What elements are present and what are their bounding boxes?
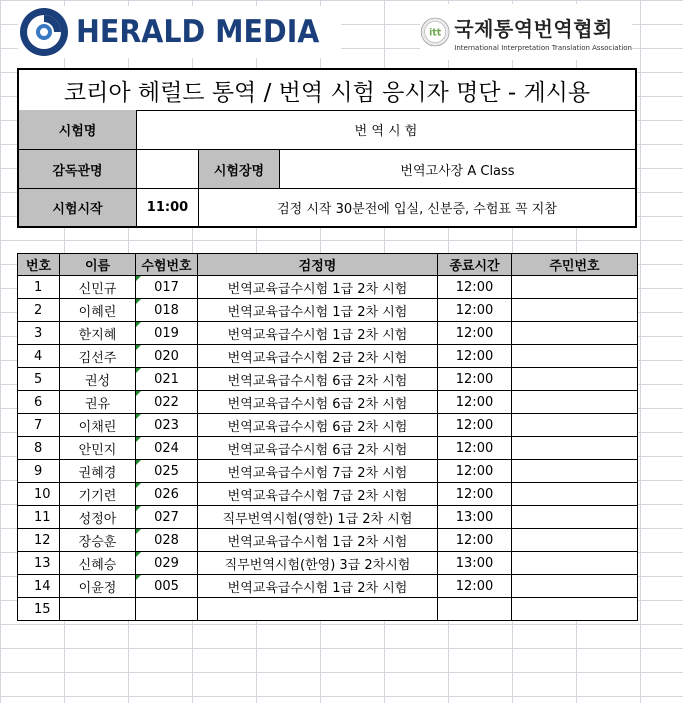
resident-id-cell[interactable] — [512, 391, 638, 414]
exam-title-cell[interactable]: 번역교육급수시험 7급 2차 시험 — [198, 483, 438, 506]
venue-value[interactable]: 번역고사장 A Class — [400, 163, 515, 179]
candidate-name-cell[interactable]: 안민지 — [60, 437, 136, 460]
table-row — [18, 414, 638, 437]
candidate-name-cell[interactable]: 김선주 — [60, 345, 136, 368]
row-number-cell[interactable]: 5 — [18, 368, 60, 391]
supervisor-label: 감독관명 — [19, 150, 137, 188]
supervisor-row — [19, 150, 635, 189]
exam-title-cell[interactable]: 번역교육급수시험 1급 2차 시험 — [198, 276, 438, 299]
end-time-cell[interactable]: 12:00 — [438, 345, 512, 368]
candidate-name-cell[interactable]: 신혜승 — [60, 552, 136, 575]
itt-korean-name: 국제통역번역협회 — [454, 16, 613, 41]
supervisor-value[interactable] — [137, 150, 199, 188]
end-time-cell[interactable]: 12:00 — [438, 368, 512, 391]
row-number-cell[interactable]: 3 — [18, 322, 60, 345]
candidate-name-cell[interactable]: 신민규 — [60, 276, 136, 299]
resident-id-cell[interactable] — [512, 322, 638, 345]
exam-number-cell[interactable]: 027 — [136, 506, 198, 529]
row-number-cell[interactable]: 15 — [18, 598, 60, 621]
table-row — [18, 506, 638, 529]
itt-badge-text: itt — [429, 27, 442, 39]
end-time-cell[interactable]: 12:00 — [438, 414, 512, 437]
candidate-name-cell[interactable]: 성정아 — [60, 506, 136, 529]
start-row — [19, 189, 635, 226]
resident-id-cell[interactable] — [512, 529, 638, 552]
candidate-name-cell[interactable]: 권유 — [60, 391, 136, 414]
table-row — [18, 437, 638, 460]
header-number: 번호 — [18, 254, 60, 276]
end-time-cell[interactable]: 12:00 — [438, 483, 512, 506]
table-row — [18, 483, 638, 506]
resident-id-cell[interactable] — [512, 345, 638, 368]
table-row — [18, 460, 638, 483]
row-number-cell[interactable]: 1 — [18, 276, 60, 299]
herald-media-wordmark: HERALD MEDIA — [76, 14, 320, 50]
resident-id-cell[interactable] — [512, 299, 638, 322]
resident-id-cell[interactable] — [512, 414, 638, 437]
exam-info-table — [17, 68, 637, 228]
row-number-cell[interactable]: 12 — [18, 529, 60, 552]
resident-id-cell[interactable] — [512, 460, 638, 483]
herald-swirl-icon — [18, 6, 70, 58]
end-time-cell[interactable]: 12:00 — [438, 529, 512, 552]
notice-text[interactable]: 검정 시작 30분전에 입실, 신분증, 수험표 꼭 지참 — [277, 202, 557, 217]
candidate-name-cell[interactable]: 한지혜 — [60, 322, 136, 345]
end-time-cell[interactable]: 12:00 — [438, 276, 512, 299]
exam-title-cell[interactable]: 번역교육급수시험 1급 2차 시험 — [198, 299, 438, 322]
end-time-cell[interactable]: 12:00 — [438, 437, 512, 460]
candidate-name-cell[interactable]: 이채린 — [60, 414, 136, 437]
candidate-name-cell[interactable]: 장승훈 — [60, 529, 136, 552]
exam-title-cell[interactable]: 번역교육급수시험 6급 2차 시험 — [198, 391, 438, 414]
end-time-cell[interactable]: 13:00 — [438, 506, 512, 529]
exam-number-cell[interactable]: 022 — [136, 391, 198, 414]
resident-id-cell[interactable] — [512, 552, 638, 575]
header-exam-title: 검정명 — [198, 254, 438, 276]
candidate-roster-table — [17, 253, 638, 621]
exam-title-cell[interactable]: 번역교육급수시험 7급 2차 시험 — [198, 460, 438, 483]
exam-number-cell[interactable]: 028 — [136, 529, 198, 552]
exam-number-cell[interactable]: 023 — [136, 414, 198, 437]
candidate-name-cell[interactable]: 권혜경 — [60, 460, 136, 483]
exam-name-row — [19, 110, 635, 150]
header-exam-number: 수험번호 — [136, 254, 198, 276]
table-row — [18, 391, 638, 414]
exam-title-cell[interactable]: 직무번역시험(영한) 1급 2차 시험 — [198, 506, 438, 529]
exam-title-cell[interactable]: 번역교육급수시험 6급 2차 시험 — [198, 437, 438, 460]
end-time-cell[interactable]: 12:00 — [438, 460, 512, 483]
exam-name-label: 시험명 — [19, 110, 137, 149]
exam-title-cell[interactable]: 번역교육급수시험 1급 2차 시험 — [198, 575, 438, 598]
sheet-title: 코리아 헤럴드 통역 / 번역 시험 응시자 명단 - 게시용 — [19, 70, 635, 111]
resident-id-cell[interactable] — [512, 598, 638, 621]
header-resident-id: 주민번호 — [512, 254, 638, 276]
exam-number-cell[interactable]: 005 — [136, 575, 198, 598]
start-label: 시험시작 — [19, 189, 137, 226]
table-row — [18, 299, 638, 322]
end-time-cell[interactable]: 12:00 — [438, 322, 512, 345]
table-row — [18, 552, 638, 575]
exam-name-value[interactable]: 번 역 시 험 — [354, 124, 418, 139]
roster-header-row — [18, 254, 638, 276]
row-number-cell[interactable]: 8 — [18, 437, 60, 460]
end-time-cell[interactable]: 12:00 — [438, 299, 512, 322]
exam-number-cell[interactable]: 017 — [136, 276, 198, 299]
resident-id-cell[interactable] — [512, 368, 638, 391]
row-number-cell[interactable]: 6 — [18, 391, 60, 414]
table-row — [18, 598, 638, 621]
exam-number-cell[interactable] — [136, 598, 198, 621]
row-number-cell[interactable]: 4 — [18, 345, 60, 368]
exam-title-cell[interactable]: 번역교육급수시험 2급 2차 시험 — [198, 345, 438, 368]
end-time-cell[interactable] — [438, 598, 512, 621]
exam-title-cell[interactable]: 직무번역시험(한영) 3급 2차시험 — [198, 552, 438, 575]
candidate-name-cell[interactable] — [60, 598, 136, 621]
exam-number-cell[interactable]: 026 — [136, 483, 198, 506]
candidate-name-cell[interactable]: 이윤정 — [60, 575, 136, 598]
end-time-cell[interactable]: 13:00 — [438, 552, 512, 575]
table-row — [18, 322, 638, 345]
exam-title-cell[interactable]: 번역교육급수시험 1급 2차 시험 — [198, 322, 438, 345]
resident-id-cell[interactable] — [512, 437, 638, 460]
table-row — [18, 529, 638, 552]
header-name: 이름 — [60, 254, 136, 276]
row-number-cell[interactable]: 7 — [18, 414, 60, 437]
table-row — [18, 575, 638, 598]
row-number-cell[interactable]: 14 — [18, 575, 60, 598]
end-time-cell[interactable]: 12:00 — [438, 391, 512, 414]
exam-number-cell[interactable]: 021 — [136, 368, 198, 391]
venue-label: 시험장명 — [199, 150, 280, 188]
itt-seal-icon — [420, 6, 450, 58]
exam-number-cell[interactable]: 029 — [136, 552, 198, 575]
row-number-cell[interactable]: 10 — [18, 483, 60, 506]
exam-number-cell[interactable]: 024 — [136, 437, 198, 460]
herald-media-logo — [18, 6, 341, 58]
resident-id-cell[interactable] — [512, 575, 638, 598]
table-row — [18, 368, 638, 391]
row-number-cell[interactable]: 13 — [18, 552, 60, 575]
row-number-cell[interactable]: 11 — [18, 506, 60, 529]
candidate-name-cell[interactable]: 이혜린 — [60, 299, 136, 322]
row-number-cell[interactable]: 2 — [18, 299, 60, 322]
exam-title-cell[interactable] — [198, 598, 438, 621]
row-number-cell[interactable]: 9 — [18, 460, 60, 483]
resident-id-cell[interactable] — [512, 483, 638, 506]
candidate-name-cell[interactable]: 기기련 — [60, 483, 136, 506]
table-row — [18, 276, 638, 299]
end-time-cell[interactable]: 12:00 — [438, 575, 512, 598]
start-time-value[interactable]: 11:00 — [137, 189, 199, 226]
exam-title-cell[interactable]: 번역교육급수시험 1급 2차 시험 — [198, 529, 438, 552]
table-row — [18, 345, 638, 368]
itt-english-name: International Interpretation Translation Association — [454, 43, 632, 52]
header-end-time: 종료시간 — [438, 254, 512, 276]
exam-number-cell[interactable]: 020 — [136, 345, 198, 368]
exam-number-cell[interactable]: 025 — [136, 460, 198, 483]
exam-number-cell[interactable]: 019 — [136, 322, 198, 345]
itt-logo — [420, 4, 632, 60]
exam-title-cell[interactable]: 번역교육급수시험 6급 2차 시험 — [198, 414, 438, 437]
candidate-name-cell[interactable]: 권성 — [60, 368, 136, 391]
resident-id-cell[interactable] — [512, 276, 638, 299]
exam-title-cell[interactable]: 번역교육급수시험 6급 2차 시험 — [198, 368, 438, 391]
resident-id-cell[interactable] — [512, 506, 638, 529]
exam-number-cell[interactable]: 018 — [136, 299, 198, 322]
